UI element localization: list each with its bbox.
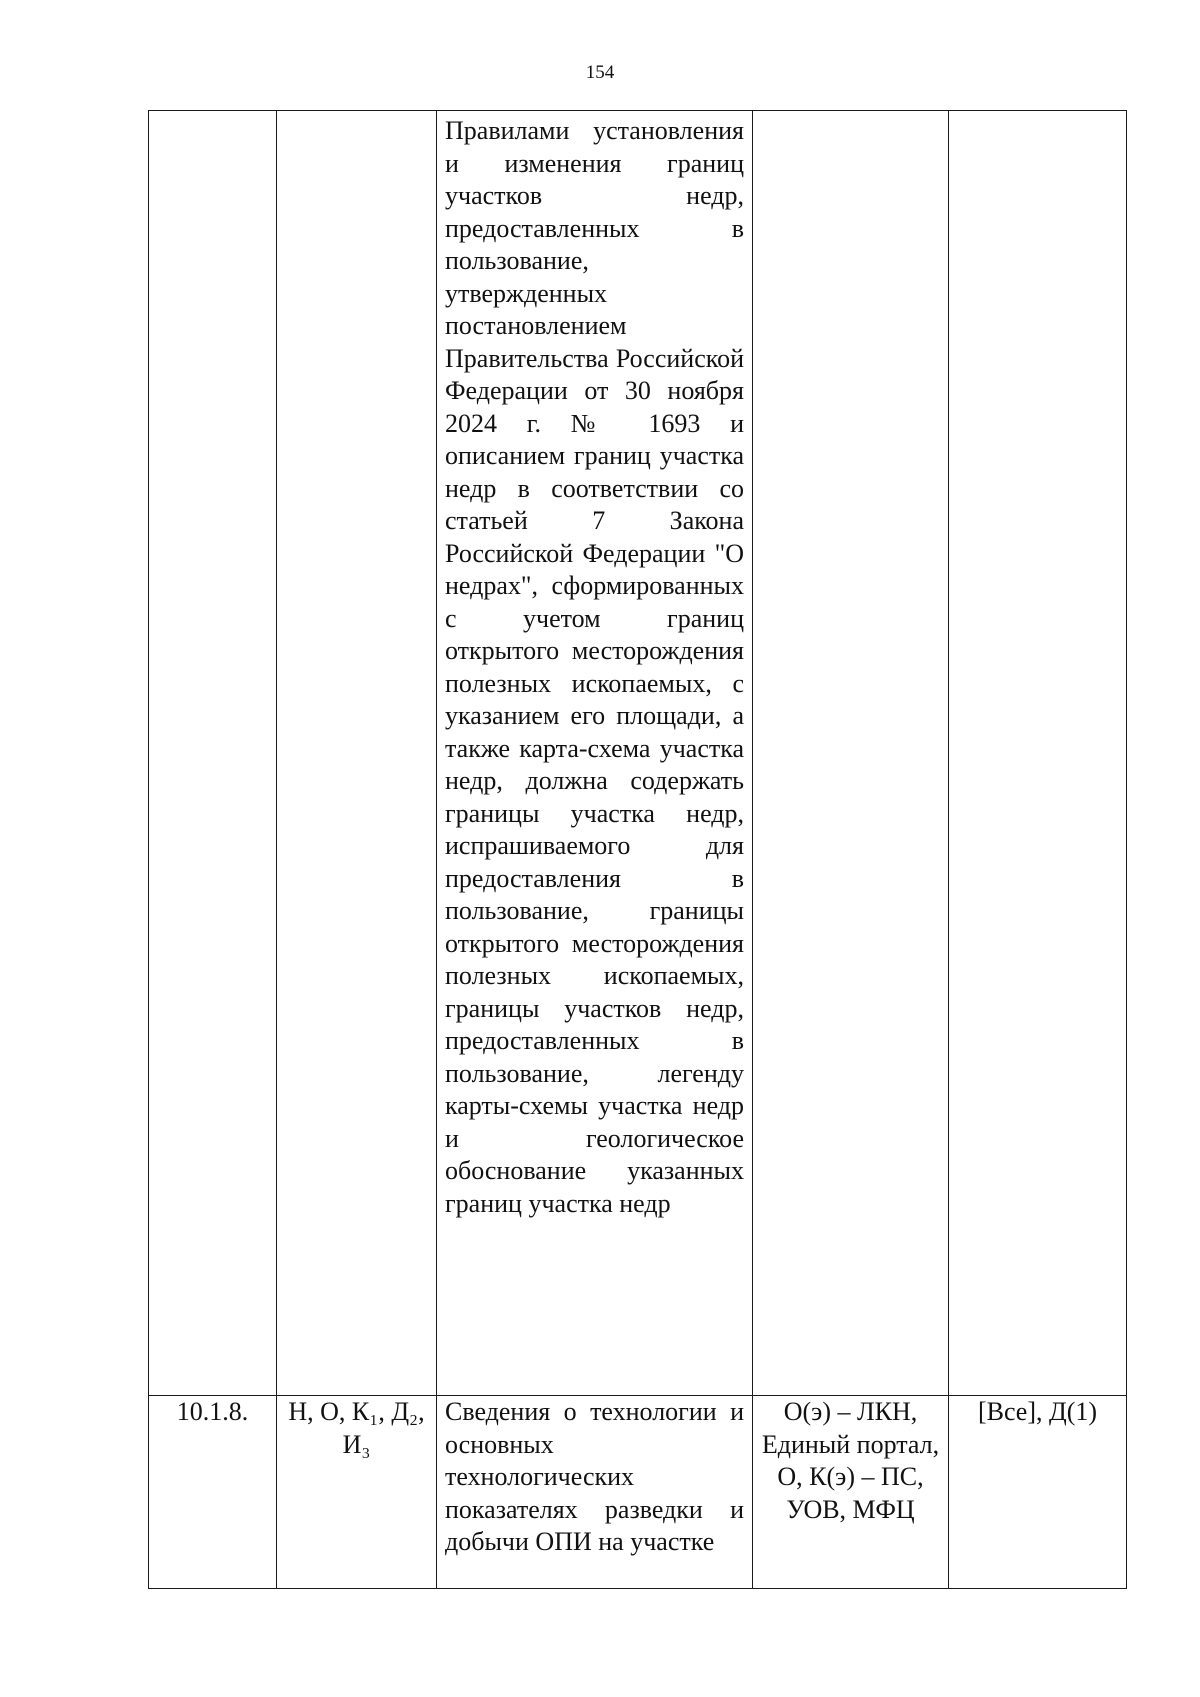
cell-channels: О(э) – ЛКН, Единый портал, О, К(э) – ПС, УОВ, МФЦ bbox=[753, 1396, 949, 1589]
cell-description: Сведения о технологии и основных технологических показателях разведки и добычи ОПИ на участке bbox=[437, 1396, 753, 1589]
cell-number bbox=[149, 111, 277, 1396]
cell-description: Правилами установления и изменения границ участков недр, предоставленных в пользование, утвержденных постановлением Правительства Российской Федерации от 30 ноября 2024 г. № 1693 и описанием границ участка недр в соответствии со статьей 7 Закона Российской Федерации "О недрах", сформированных с учетом границ открытого месторождения полезных ископаемых, с указанием его площади, а также карта-схема участка недр, должна содержать границы участка недр, испрашиваемого для предоставления в пользование, границы открытого месторождения полезных ископаемых, границы участков недр, предоставленных в пользование, легенду карты-схемы участка недр и геологическое обоснование указанных границ участка недр bbox=[437, 111, 753, 1396]
cell-codes bbox=[277, 111, 437, 1396]
cell-channels bbox=[753, 111, 949, 1396]
table-row bbox=[149, 111, 1127, 1396]
requirements-table bbox=[148, 110, 1127, 1589]
cell-category bbox=[949, 111, 1127, 1396]
table-row bbox=[149, 1396, 1127, 1589]
page-number: 154 bbox=[585, 62, 615, 83]
cell-category: [Все], Д(1) bbox=[949, 1396, 1127, 1589]
cell-number: 10.1.8. bbox=[149, 1396, 277, 1589]
cell-codes: Н, О, К₁, Д₂, И₃ bbox=[277, 1396, 437, 1589]
